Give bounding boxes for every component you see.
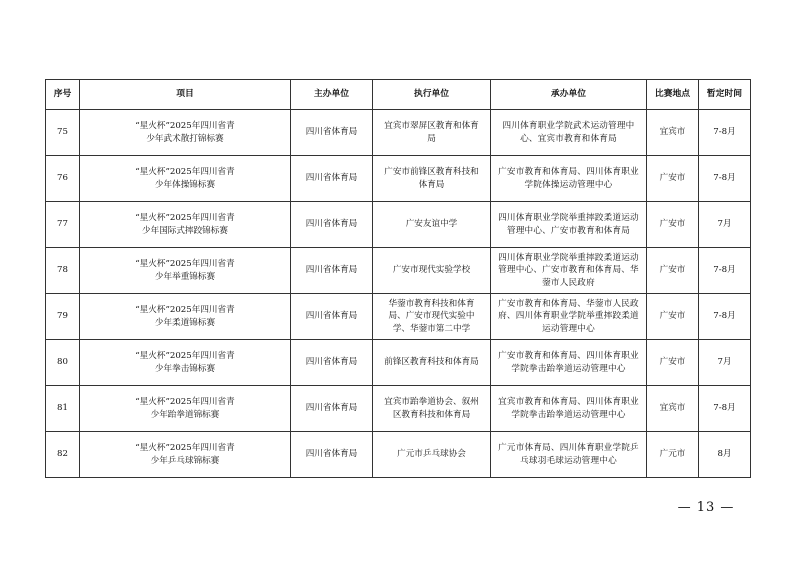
cell-time: 8月 bbox=[699, 432, 751, 478]
cell-host: 四川省体育局 bbox=[291, 110, 373, 156]
table-row bbox=[46, 248, 751, 294]
cell-location: 宜宾市 bbox=[647, 110, 699, 156]
cell-time: 7-8月 bbox=[699, 248, 751, 294]
cell-no: 78 bbox=[46, 248, 80, 294]
table-row bbox=[46, 340, 751, 386]
header-location: 比赛地点 bbox=[647, 80, 699, 110]
cell-host: 四川省体育局 bbox=[291, 156, 373, 202]
cell-host: 四川省体育局 bbox=[291, 294, 373, 340]
cell-co-organizer: 广元市体育局、四川体育职业学院乒乓球羽毛球运动管理中心 bbox=[491, 432, 647, 478]
page-number: — 13 — bbox=[677, 500, 735, 515]
table-row bbox=[46, 386, 751, 432]
cell-location: 广安市 bbox=[647, 340, 699, 386]
cell-co-organizer: 四川体育职业学院举重摔跤柔道运动管理中心、广安市教育和体育局、华蓥市人民政府 bbox=[491, 248, 647, 294]
cell-executor: 前锋区教育科技和体育局 bbox=[373, 340, 491, 386]
cell-executor: 华蓥市教育科技和体育局、广安市现代实验中学、华蓥市第二中学 bbox=[373, 294, 491, 340]
cell-project: “星火杯”2025年四川省青少年体操锦标赛 bbox=[80, 156, 291, 202]
header-co-organizer: 承办单位 bbox=[491, 80, 647, 110]
table-header bbox=[46, 80, 751, 110]
cell-co-organizer: 广安市教育和体育局、四川体育职业学院拳击跆拳道运动管理中心 bbox=[491, 340, 647, 386]
header-row bbox=[46, 80, 751, 110]
cell-location: 宜宾市 bbox=[647, 386, 699, 432]
cell-co-organizer: 广安市教育和体育局、四川体育职业学院体操运动管理中心 bbox=[491, 156, 647, 202]
cell-executor: 宜宾市翠屏区教育和体育局 bbox=[373, 110, 491, 156]
cell-co-organizer: 宜宾市教育和体育局、四川体育职业学院拳击跆拳道运动管理中心 bbox=[491, 386, 647, 432]
cell-location: 广元市 bbox=[647, 432, 699, 478]
cell-host: 四川省体育局 bbox=[291, 432, 373, 478]
table-row bbox=[46, 432, 751, 478]
cell-no: 79 bbox=[46, 294, 80, 340]
table-row bbox=[46, 110, 751, 156]
cell-project: “星火杯”2025年四川省青少年跆拳道锦标赛 bbox=[80, 386, 291, 432]
cell-host: 四川省体育局 bbox=[291, 202, 373, 248]
header-host: 主办单位 bbox=[291, 80, 373, 110]
header-no: 序号 bbox=[46, 80, 80, 110]
competition-schedule-table bbox=[45, 79, 751, 478]
table-row bbox=[46, 156, 751, 202]
table-row bbox=[46, 202, 751, 248]
cell-host: 四川省体育局 bbox=[291, 386, 373, 432]
cell-no: 77 bbox=[46, 202, 80, 248]
cell-co-organizer: 四川体育职业学院举重摔跤柔道运动管理中心、广安市教育和体育局 bbox=[491, 202, 647, 248]
cell-project: “星火杯”2025年四川省青少年拳击锦标赛 bbox=[80, 340, 291, 386]
cell-location: 广安市 bbox=[647, 294, 699, 340]
cell-executor: 广安友谊中学 bbox=[373, 202, 491, 248]
cell-no: 81 bbox=[46, 386, 80, 432]
cell-project: “星火杯”2025年四川省青少年国际式摔跤锦标赛 bbox=[80, 202, 291, 248]
cell-location: 广安市 bbox=[647, 202, 699, 248]
table-row bbox=[46, 294, 751, 340]
cell-time: 7月 bbox=[699, 202, 751, 248]
cell-executor: 宜宾市跆拳道协会、叙州区教育科技和体育局 bbox=[373, 386, 491, 432]
cell-executor: 广安市前锋区教育科技和体育局 bbox=[373, 156, 491, 202]
header-project: 项目 bbox=[80, 80, 291, 110]
cell-location: 广安市 bbox=[647, 156, 699, 202]
cell-time: 7-8月 bbox=[699, 110, 751, 156]
cell-host: 四川省体育局 bbox=[291, 248, 373, 294]
cell-time: 7月 bbox=[699, 340, 751, 386]
cell-co-organizer: 广安市教育和体育局、华蓥市人民政府、四川体育职业学院举重摔跤柔道运动管理中心 bbox=[491, 294, 647, 340]
cell-no: 82 bbox=[46, 432, 80, 478]
cell-project: “星火杯”2025年四川省青少年武术散打锦标赛 bbox=[80, 110, 291, 156]
header-executor: 执行单位 bbox=[373, 80, 491, 110]
cell-project: “星火杯”2025年四川省青少年举重锦标赛 bbox=[80, 248, 291, 294]
cell-co-organizer: 四川体育职业学院武术运动管理中心、宜宾市教育和体育局 bbox=[491, 110, 647, 156]
cell-host: 四川省体育局 bbox=[291, 340, 373, 386]
table-body bbox=[46, 110, 751, 478]
cell-time: 7-8月 bbox=[699, 386, 751, 432]
header-time: 暂定时间 bbox=[699, 80, 751, 110]
cell-executor: 广元市乒乓球协会 bbox=[373, 432, 491, 478]
cell-location: 广安市 bbox=[647, 248, 699, 294]
cell-time: 7-8月 bbox=[699, 294, 751, 340]
cell-project: “星火杯”2025年四川省青少年乒乓球锦标赛 bbox=[80, 432, 291, 478]
cell-time: 7-8月 bbox=[699, 156, 751, 202]
cell-project: “星火杯”2025年四川省青少年柔道锦标赛 bbox=[80, 294, 291, 340]
cell-no: 75 bbox=[46, 110, 80, 156]
cell-executor: 广安市现代实验学校 bbox=[373, 248, 491, 294]
cell-no: 80 bbox=[46, 340, 80, 386]
cell-no: 76 bbox=[46, 156, 80, 202]
